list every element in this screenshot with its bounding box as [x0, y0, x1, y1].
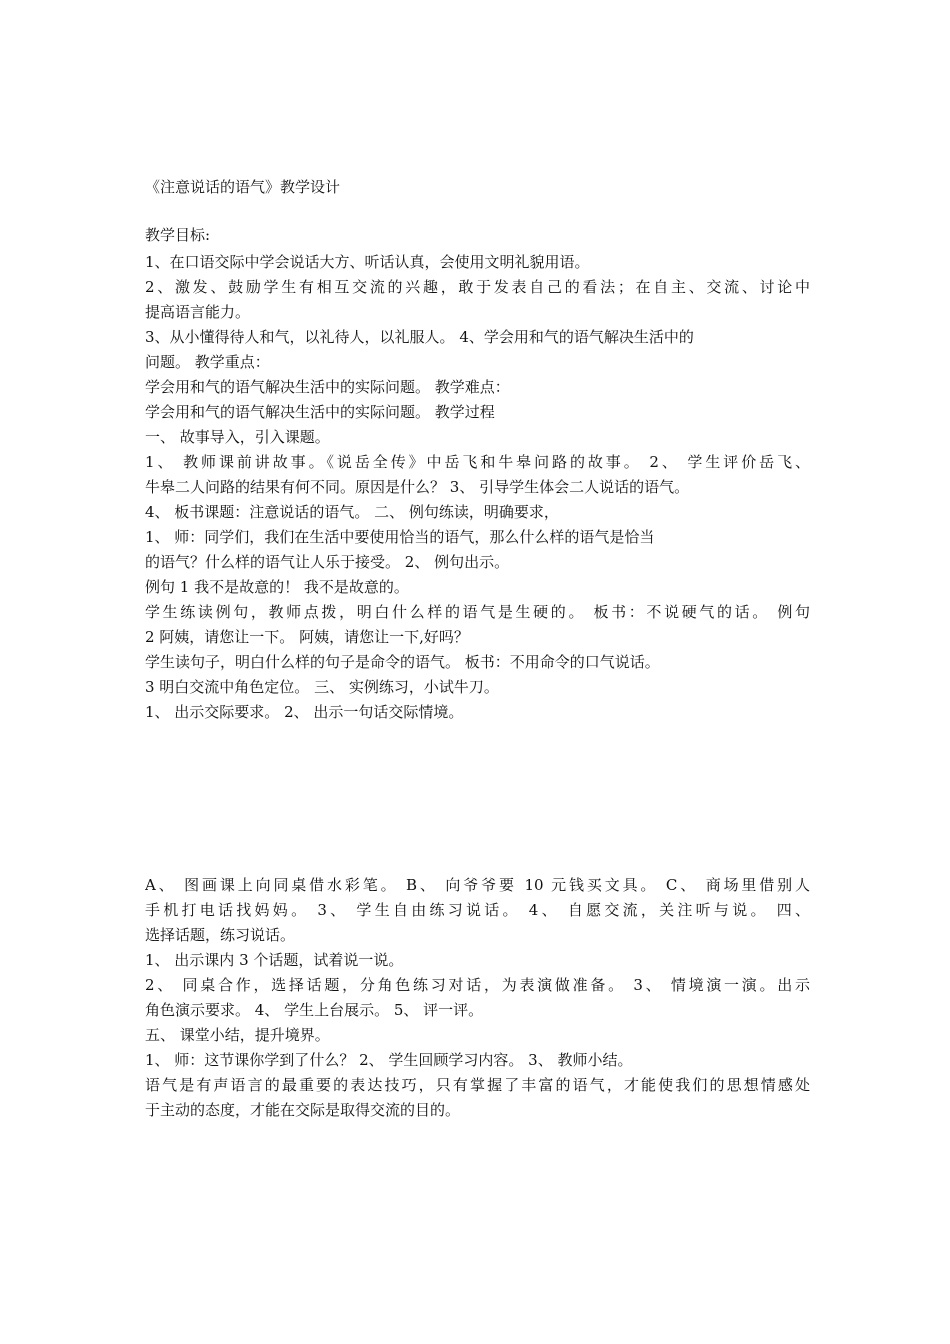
text-line: 1、 出示课内 3 个话题，试着说一说。 [145, 951, 404, 969]
text-line: 1、 教师课前讲故事。《说岳全传》中岳飞和牛皋问路的故事。 2、 学生评价岳飞、 [145, 453, 810, 471]
text-line: 学生读句子，明白什么样的句子是命令的语气。 板书：不用命令的口气说话。 [145, 653, 660, 671]
text-line: 问题。 教学重点： [145, 353, 270, 371]
text-line: 1、 出示交际要求。 2、 出示一句话交际情境。 [145, 703, 464, 721]
text-line: 1、 师：这节课你学到了什么？ 2、 学生回顾学习内容。 3、 教师小结。 [145, 1051, 633, 1069]
text-line: 角色演示要求。 4、 学生上台展示。 5、 评一评。 [145, 1001, 484, 1019]
text-line: 2、 同桌合作，选择话题，分角色练习对话，为表演做准备。 3、 情境演一演。出示 [145, 976, 810, 994]
text-line: 手机打电话找妈妈。 3、 学生自由练习说话。 4、 自愿交流，关注听与说。 四、 [145, 901, 810, 919]
text-line: 教学目标: [145, 226, 211, 244]
text-line: 一、 故事导入，引入课题。 [145, 428, 330, 446]
text-line: 2、激发、鼓励学生有相互交流的兴趣，敢于发表自己的看法；在自主、交流、讨论中 [145, 278, 810, 296]
text-line: 选择话题，练习说话。 [145, 926, 296, 944]
text-line: 学会用和气的语气解决生活中的实际问题。 教学难点： [145, 378, 510, 396]
text-line: 1、 师：同学们，我们在生活中要使用恰当的语气，那么什么样的语气是恰当 [145, 528, 655, 546]
text-line: 3 明白交流中角色定位。 三、 实例练习，小试牛刀。 [145, 678, 499, 696]
text-line: 的语气？什么样的语气让人乐于接受。 2、 例句出示。 [145, 553, 510, 571]
text-line: A、 图画课上向同桌借水彩笔。 B、 向爷爷要 10 元钱买文具。 C、 商场里借别人 [145, 876, 810, 894]
text-line: 五、 课堂小结，提升境界。 [145, 1026, 330, 1044]
text-line: 3、从小懂得待人和气，以礼待人，以礼服人。 4、学会用和气的语气解决生活中的 [145, 328, 694, 346]
text-line: 语气是有声语言的最重要的表达技巧，只有掌握了丰富的语气，才能使我们的思想情感处 [145, 1076, 810, 1094]
text-line: 提高语言能力。 [145, 303, 251, 321]
text-line: 于主动的态度，才能在交际是取得交流的目的。 [145, 1101, 461, 1119]
text-line: 1、在口语交际中学会说话大方、听话认真，会使用文明礼貌用语。 [145, 253, 590, 271]
text-line: 学会用和气的语气解决生活中的实际问题。 教学过程 [145, 403, 495, 421]
text-line: 牛皋二人问路的结果有何不同。原因是什么？ 3、 引导学生体会二人说话的语气。 [145, 478, 690, 496]
text-line: 2 阿姨，请您让一下。 阿姨，请您让一下,好吗？ [145, 628, 469, 646]
text-line: 例句 1 我不是故意的！ 我不是故意的。 [145, 578, 409, 596]
text-line: 4、 板书课题：注意说话的语气。 二、 例句练读，明确要求， [145, 503, 559, 521]
document-title: 《注意说话的语气》教学设计 [145, 178, 341, 196]
text-line: 学生练读例句，教师点拨，明白什么样的语气是生硬的。 板书：不说硬气的话。 例句 [145, 603, 810, 621]
